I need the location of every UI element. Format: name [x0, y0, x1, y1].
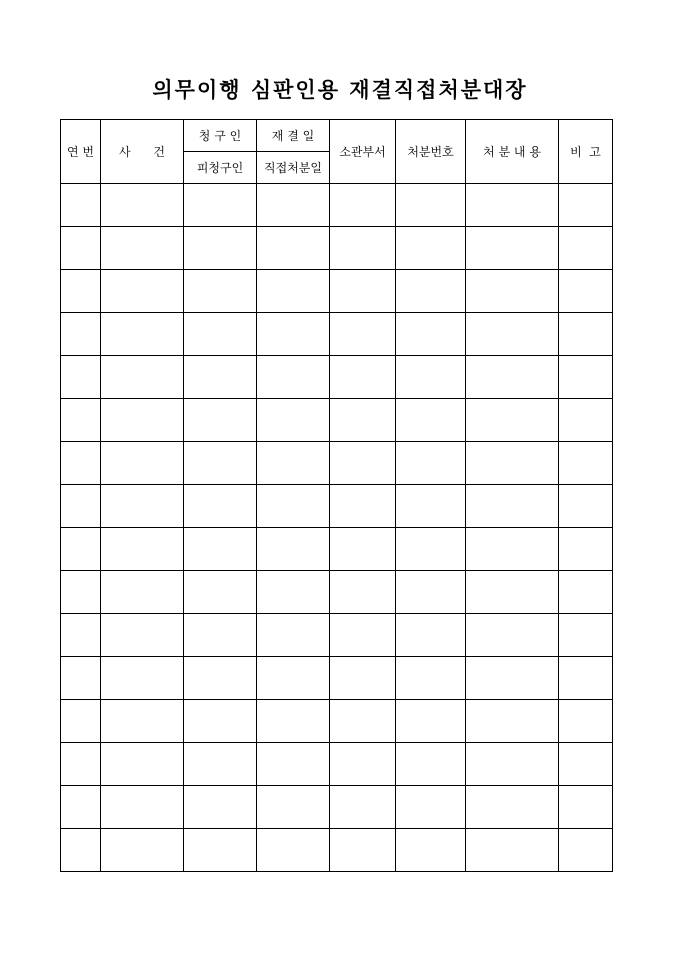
cell-claimant-respondent: [184, 313, 257, 356]
header-case: 사 건: [101, 120, 184, 184]
disposal-register-table: [60, 119, 613, 872]
table-row: [61, 657, 613, 700]
cell-case: [101, 485, 184, 528]
cell-disposal-number: [396, 184, 466, 227]
cell-ruling-direct-date: [257, 571, 330, 614]
header-remarks: 비 고: [559, 120, 613, 184]
cell-department: [330, 313, 396, 356]
cell-serial: [61, 829, 101, 872]
cell-department: [330, 614, 396, 657]
cell-department: [330, 356, 396, 399]
header-claimant: 청 구 인: [184, 120, 257, 152]
table-row: [61, 227, 613, 270]
table-row: [61, 614, 613, 657]
cell-case: [101, 786, 184, 829]
cell-claimant-respondent: [184, 786, 257, 829]
cell-ruling-direct-date: [257, 184, 330, 227]
cell-serial: [61, 571, 101, 614]
cell-disposal-content: [466, 528, 559, 571]
cell-department: [330, 571, 396, 614]
cell-serial: [61, 399, 101, 442]
cell-department: [330, 270, 396, 313]
cell-ruling-direct-date: [257, 270, 330, 313]
cell-department: [330, 442, 396, 485]
cell-ruling-direct-date: [257, 399, 330, 442]
cell-disposal-number: [396, 829, 466, 872]
cell-remarks: [559, 700, 613, 743]
cell-remarks: [559, 399, 613, 442]
table-row: [61, 528, 613, 571]
cell-serial: [61, 356, 101, 399]
cell-disposal-number: [396, 786, 466, 829]
cell-disposal-content: [466, 184, 559, 227]
cell-serial: [61, 184, 101, 227]
cell-disposal-number: [396, 270, 466, 313]
table-row: [61, 399, 613, 442]
cell-case: [101, 571, 184, 614]
cell-department: [330, 399, 396, 442]
cell-disposal-content: [466, 485, 559, 528]
cell-disposal-number: [396, 657, 466, 700]
cell-ruling-direct-date: [257, 786, 330, 829]
cell-remarks: [559, 657, 613, 700]
table-row: [61, 184, 613, 227]
cell-remarks: [559, 184, 613, 227]
cell-claimant-respondent: [184, 227, 257, 270]
header-disposal-content: 처 분 내 용: [466, 120, 559, 184]
cell-serial: [61, 657, 101, 700]
cell-disposal-number: [396, 227, 466, 270]
cell-claimant-respondent: [184, 829, 257, 872]
cell-disposal-number: [396, 313, 466, 356]
cell-department: [330, 657, 396, 700]
cell-remarks: [559, 442, 613, 485]
cell-serial: [61, 270, 101, 313]
cell-department: [330, 485, 396, 528]
cell-remarks: [559, 829, 613, 872]
cell-case: [101, 184, 184, 227]
cell-disposal-number: [396, 442, 466, 485]
cell-disposal-number: [396, 399, 466, 442]
table-row: [61, 313, 613, 356]
cell-disposal-number: [396, 743, 466, 786]
cell-remarks: [559, 786, 613, 829]
cell-disposal-content: [466, 270, 559, 313]
cell-claimant-respondent: [184, 442, 257, 485]
cell-ruling-direct-date: [257, 829, 330, 872]
cell-case: [101, 700, 184, 743]
cell-ruling-direct-date: [257, 442, 330, 485]
cell-ruling-direct-date: [257, 614, 330, 657]
cell-ruling-direct-date: [257, 485, 330, 528]
cell-ruling-direct-date: [257, 528, 330, 571]
cell-department: [330, 184, 396, 227]
cell-disposal-content: [466, 227, 559, 270]
cell-disposal-content: [466, 614, 559, 657]
cell-claimant-respondent: [184, 528, 257, 571]
cell-serial: [61, 700, 101, 743]
header-respondent: 피청구인: [184, 152, 257, 184]
cell-claimant-respondent: [184, 485, 257, 528]
cell-remarks: [559, 571, 613, 614]
cell-department: [330, 786, 396, 829]
table-row: [61, 485, 613, 528]
cell-remarks: [559, 356, 613, 399]
cell-serial: [61, 485, 101, 528]
cell-disposal-content: [466, 829, 559, 872]
cell-ruling-direct-date: [257, 313, 330, 356]
cell-case: [101, 399, 184, 442]
cell-ruling-direct-date: [257, 700, 330, 743]
cell-serial: [61, 743, 101, 786]
cell-disposal-number: [396, 571, 466, 614]
cell-disposal-content: [466, 399, 559, 442]
cell-remarks: [559, 227, 613, 270]
cell-disposal-content: [466, 442, 559, 485]
cell-disposal-content: [466, 786, 559, 829]
cell-claimant-respondent: [184, 571, 257, 614]
cell-claimant-respondent: [184, 700, 257, 743]
cell-remarks: [559, 313, 613, 356]
cell-serial: [61, 313, 101, 356]
cell-claimant-respondent: [184, 743, 257, 786]
cell-case: [101, 270, 184, 313]
cell-claimant-respondent: [184, 657, 257, 700]
cell-ruling-direct-date: [257, 356, 330, 399]
cell-case: [101, 614, 184, 657]
register-body: [61, 184, 613, 872]
cell-claimant-respondent: [184, 356, 257, 399]
cell-serial: [61, 614, 101, 657]
cell-disposal-content: [466, 571, 559, 614]
header-disposal-number: 처분번호: [396, 120, 466, 184]
cell-claimant-respondent: [184, 399, 257, 442]
cell-department: [330, 700, 396, 743]
cell-department: [330, 829, 396, 872]
cell-disposal-number: [396, 700, 466, 743]
header-department: 소관부서: [330, 120, 396, 184]
table-row: [61, 786, 613, 829]
cell-remarks: [559, 743, 613, 786]
cell-remarks: [559, 485, 613, 528]
table-row: [61, 442, 613, 485]
cell-case: [101, 829, 184, 872]
cell-remarks: [559, 270, 613, 313]
cell-disposal-content: [466, 743, 559, 786]
cell-claimant-respondent: [184, 614, 257, 657]
cell-department: [330, 743, 396, 786]
header-ruling-date: 재 결 일: [257, 120, 330, 152]
cell-disposal-content: [466, 356, 559, 399]
table-row: [61, 700, 613, 743]
cell-disposal-number: [396, 614, 466, 657]
table-row: [61, 356, 613, 399]
cell-disposal-content: [466, 313, 559, 356]
cell-serial: [61, 442, 101, 485]
cell-ruling-direct-date: [257, 743, 330, 786]
cell-case: [101, 313, 184, 356]
header-serial: 연 번: [61, 120, 101, 184]
cell-department: [330, 528, 396, 571]
cell-disposal-number: [396, 485, 466, 528]
table-row: [61, 270, 613, 313]
table-row: [61, 829, 613, 872]
cell-disposal-content: [466, 657, 559, 700]
cell-disposal-content: [466, 700, 559, 743]
cell-case: [101, 227, 184, 270]
cell-ruling-direct-date: [257, 227, 330, 270]
table-row: [61, 571, 613, 614]
table-row: [61, 743, 613, 786]
cell-claimant-respondent: [184, 270, 257, 313]
cell-serial: [61, 528, 101, 571]
header-direct-disposal-date: 직접처분일: [257, 152, 330, 184]
cell-case: [101, 356, 184, 399]
page-title: 의무이행 심판인용 재결직접처분대장: [152, 77, 528, 102]
cell-case: [101, 657, 184, 700]
cell-case: [101, 442, 184, 485]
cell-remarks: [559, 614, 613, 657]
cell-case: [101, 743, 184, 786]
cell-ruling-direct-date: [257, 657, 330, 700]
cell-serial: [61, 227, 101, 270]
cell-claimant-respondent: [184, 184, 257, 227]
cell-disposal-number: [396, 356, 466, 399]
cell-disposal-number: [396, 528, 466, 571]
cell-remarks: [559, 528, 613, 571]
cell-serial: [61, 786, 101, 829]
cell-department: [330, 227, 396, 270]
cell-case: [101, 528, 184, 571]
